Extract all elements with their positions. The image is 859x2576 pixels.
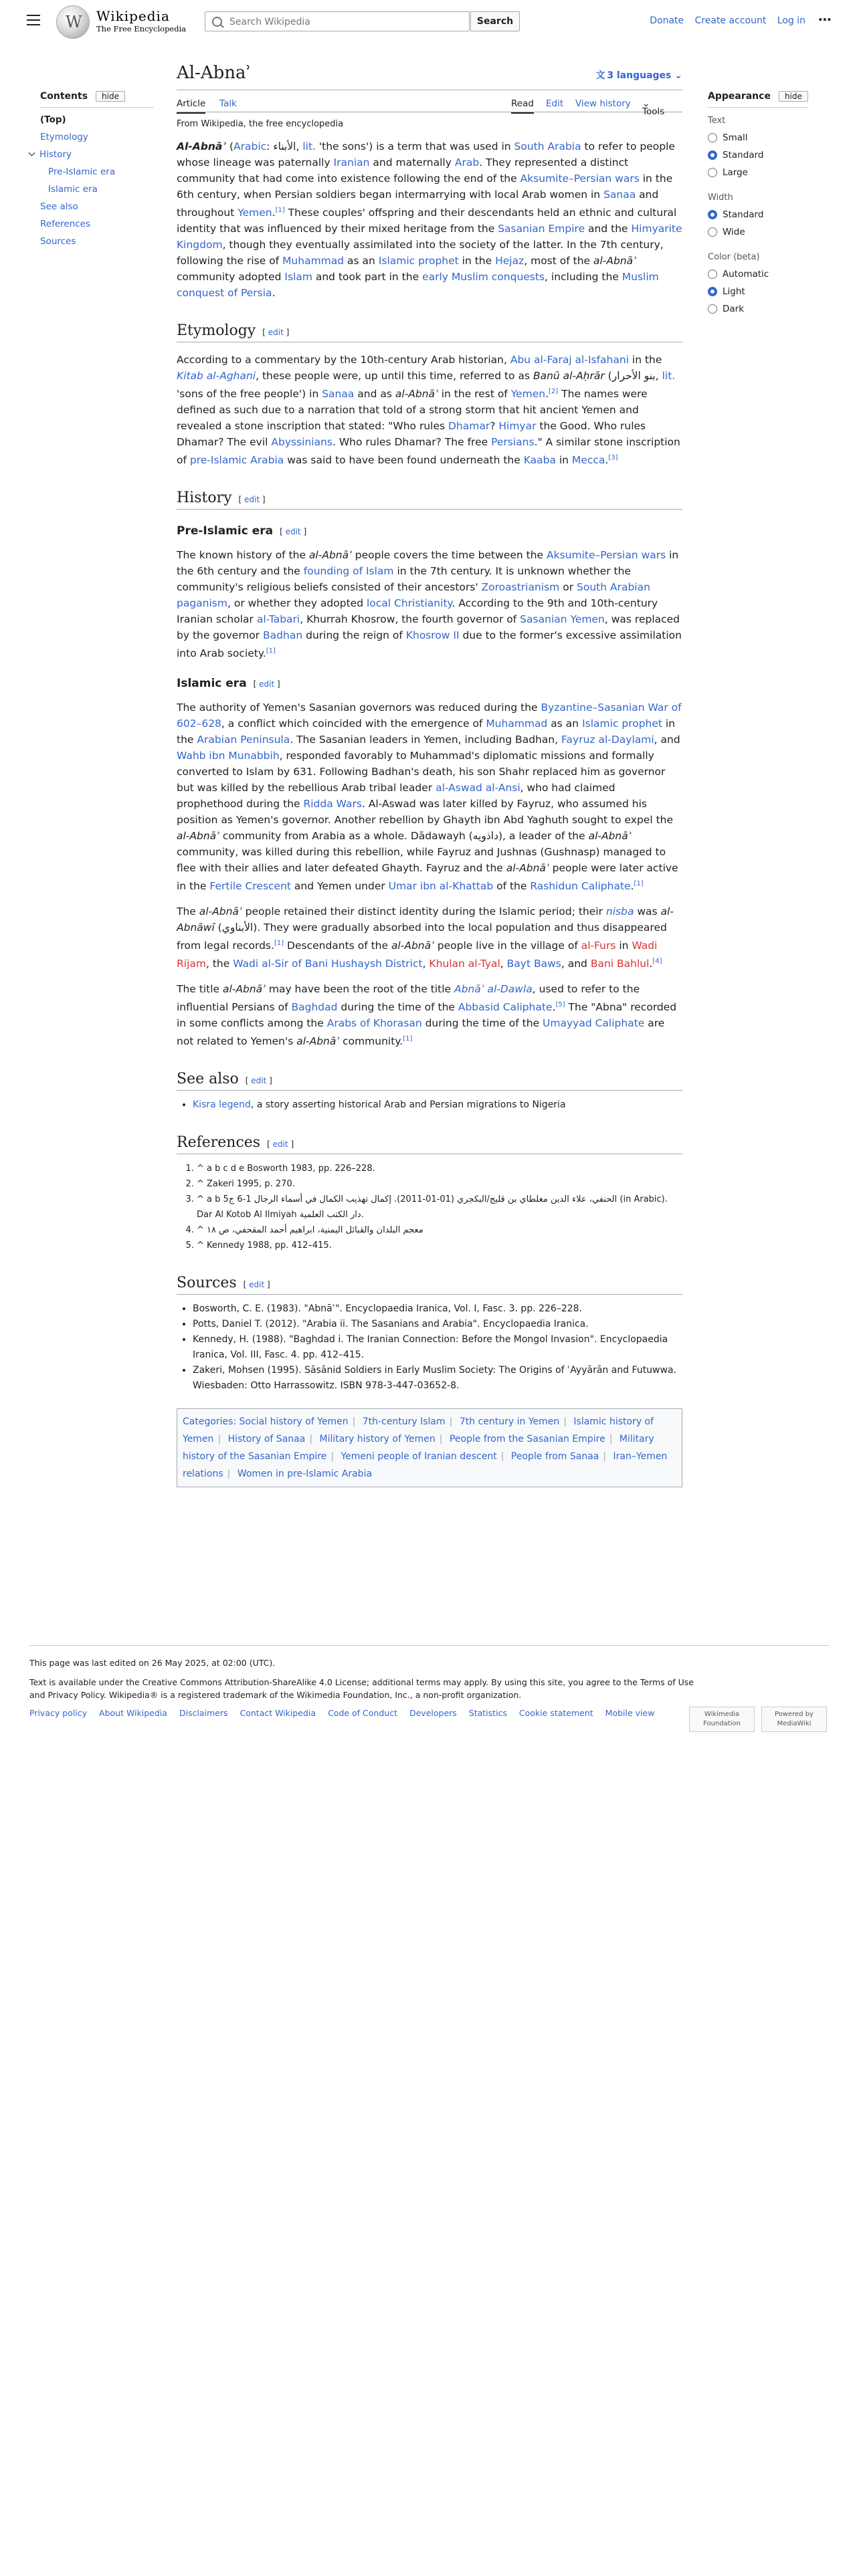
- edit-section-link[interactable]: edit: [259, 679, 275, 689]
- appearance-panel: [708, 91, 808, 314]
- text-size-large[interactable]: Large: [708, 167, 808, 178]
- radio-icon[interactable]: [708, 227, 717, 237]
- section-heading-islamic: Islamic era [ edit ]: [177, 676, 280, 690]
- category-link[interactable]: People from the Sasanian Empire: [449, 1434, 605, 1445]
- category-link[interactable]: 7th century in Yemen: [459, 1416, 560, 1428]
- edit-section-link[interactable]: edit: [244, 495, 260, 505]
- section-heading-sources: Sources [ edit ]: [177, 1275, 682, 1295]
- edit-section-link[interactable]: edit: [285, 527, 301, 537]
- categories-box: Categories: Social history of Yemen | 7th-century Islam | 7th century in Yemen | Islamic history of Yemen | History of Sanaa | Military history of Yemen | People from the Sasanian Empire | Military history of the Sasanian Empire | Yemeni people of Iranian descent | People from Sanaa | Iran–Yemen relations | Women in pre-Islamic Arabia: [177, 1408, 682, 1487]
- radio-icon[interactable]: [708, 304, 717, 314]
- footer-link[interactable]: Disclaimers: [179, 1708, 228, 1718]
- color-automatic[interactable]: Automatic: [708, 269, 808, 280]
- category-link[interactable]: Islamic history of Yemen: [183, 1416, 654, 1445]
- search-icon: [212, 17, 222, 27]
- source-item: • Potts, Daniel T. (2012). "Arabia ii. The Sasanians and Arabia". Encyclopaedia Iranica.: [193, 1317, 682, 1332]
- tab-edit[interactable]: Edit: [546, 98, 564, 109]
- radio-icon[interactable]: [708, 168, 717, 177]
- toc-item-history[interactable]: History: [40, 149, 154, 160]
- source-item: • Bosworth, C. E. (1983). "Abnāʾ". Encyclopaedia Iranica, Vol. I, Fasc. 3. pp. 226–228.: [193, 1301, 682, 1317]
- license-text: Text is available under the Creative Commons Attribution-ShareAlike 4.0 License; additional terms may apply. By using this site, you agree to the Terms of Use and Privacy Policy. Wikipedia® is a registered trademark of the Wikimedia Foundation, Inc., a non-profit organization.: [29, 1677, 694, 1700]
- source-item: • Kennedy, H. (1988). "Baghdad i. The Iranian Connection: Before the Mongol Invasion". Encyclopaedia Iranica, Vol. III, Fasc. 4. pp. 412–415.: [193, 1332, 682, 1363]
- toc-item-top[interactable]: (Top): [40, 114, 66, 125]
- section-heading-references: References [ edit ]: [177, 1134, 682, 1154]
- appearance-heading: Appearance hide: [708, 91, 808, 108]
- chevron-down-icon[interactable]: [29, 150, 35, 156]
- category-link[interactable]: History of Sanaa: [227, 1434, 306, 1445]
- personal-tools: [642, 15, 805, 26]
- tab-talk[interactable]: Talk: [219, 98, 237, 109]
- category-link[interactable]: Military history of Yemen: [319, 1434, 436, 1445]
- radio-icon[interactable]: [708, 270, 717, 279]
- reference-item[interactable]: 5. ^ Kennedy 1988, pp. 412–415.: [197, 1238, 682, 1253]
- article-content: [177, 63, 682, 1487]
- tab-view-history[interactable]: View history: [575, 98, 631, 109]
- translate-icon: 文: [595, 70, 607, 81]
- footer-link[interactable]: Developers: [409, 1708, 457, 1718]
- footer-link[interactable]: Mobile view: [605, 1708, 655, 1718]
- radio-selected-icon[interactable]: [708, 210, 717, 219]
- reference-item[interactable]: 3. ^ a b الحنفي، علاء الدين مغلطاي بن قليج/البكجري (01-01-2011). إكمال تهذيب الكمال في أسماء الرجال 1-6 ج5 (in Arabic). Dar Al Kotob Al Ilmiyah دار الكتب العلمية.: [197, 1192, 682, 1222]
- reference-item[interactable]: 1. ^ a b c d e Bosworth 1983, pp. 226–228.: [197, 1161, 682, 1176]
- source-item: • Zakeri, Mohsen (1995). Sāsānid Soldiers in Early Muslim Society: The Origins of ʿAyyārān and Futuwwa. Wiesbaden: Otto Harrassowitz. ISBN 978-3-447-03652-8.: [193, 1363, 682, 1394]
- search-button[interactable]: Search: [470, 11, 520, 31]
- section-heading-history: History [ edit ]: [177, 490, 682, 510]
- footer-link[interactable]: Privacy policy: [29, 1708, 88, 1718]
- site-subtitle: From Wikipedia, the free encyclopedia: [177, 119, 344, 129]
- toc-item-see-also[interactable]: See also: [40, 201, 78, 212]
- category-link[interactable]: Yemeni people of Iranian descent: [341, 1451, 497, 1463]
- tools-menu[interactable]: Tools ⌄: [642, 98, 665, 117]
- category-link[interactable]: Women in pre-Islamic Arabia: [237, 1469, 373, 1480]
- text-size-small[interactable]: Small: [708, 132, 808, 143]
- width-standard[interactable]: Standard: [708, 209, 808, 220]
- page-title: Al-Abnaʾ: [177, 63, 252, 83]
- search-input[interactable]: [205, 11, 470, 31]
- footer-link[interactable]: Contact Wikipedia: [240, 1708, 316, 1718]
- last-edited: This page was last edited on 26 May 2025, at 02:00 (UTC).: [29, 1658, 276, 1668]
- text-size-label: Text: [708, 116, 726, 126]
- main-menu-icon[interactable]: [27, 15, 40, 25]
- page-tabs: [177, 90, 682, 117]
- category-link[interactable]: Military history of the Sasanian Empire: [183, 1434, 654, 1463]
- edit-section-link[interactable]: edit: [251, 1076, 267, 1086]
- toc-item-sources[interactable]: Sources: [40, 236, 76, 247]
- donate-link[interactable]: Donate: [650, 15, 684, 26]
- islamic-paragraph-3: The title al-Abnāʾ may have been the root of the title Abnāʾ al-Dawla, used to refer to the influential Persians of Baghdad during the time of the Abbasid Caliphate.[5] The "Abna" recorded in some conflicts among the Arabs of Khorasan during the time of the Umayyad Caliphate are not related to Yemen's al-Abnāʾ community.[1]: [177, 983, 677, 1048]
- wikipedia-logo-icon[interactable]: [56, 5, 90, 39]
- lead-paragraph: Al-Abnāʾ (Arabic: الأبناء, lit. 'the sons') is a term that was used in South Arabia to refer to people whose lineage was paternally Iranian and maternally Arab. They represented a distinct community that had come into existence following the end of the Aksumite–Persian wars in the 6th century, when Persian soldiers began intermarrying with local Arab women in Sanaa and throughout Yemen.[1] These couples' offspring and their descendants held an ethnic and cultural identity that was influenced by their mixed heritage from the Sasanian Empire and the Himyarite Kingdom, though they eventually assimilated into the society of the latter. In the 7th century, following the rise of Muhammad as an Islamic prophet in the Hejaz, most of the al-Abnāʾ community adopted Islam and took part in the early Muslim conquests, including the Muslim conquest of Persia.: [177, 140, 682, 300]
- toc-item-references[interactable]: References: [40, 219, 91, 229]
- categories-label[interactable]: Categories:: [183, 1416, 237, 1428]
- sources-list: [177, 1301, 682, 1394]
- category-link[interactable]: People from Sanaa: [510, 1451, 599, 1463]
- tagline: The Free Encyclopedia: [96, 24, 187, 33]
- radio-selected-icon[interactable]: [708, 150, 717, 160]
- radio-selected-icon[interactable]: [708, 287, 717, 296]
- footer-link[interactable]: Cookie statement: [518, 1708, 593, 1718]
- color-label: Color (beta): [708, 252, 760, 262]
- see-also-list: [177, 1097, 682, 1113]
- toc-item-pre-islamic[interactable]: Pre-Islamic era: [48, 167, 116, 177]
- search-placeholder: Search Wikipedia: [229, 17, 310, 27]
- edit-section-link[interactable]: edit: [268, 328, 284, 338]
- width-wide[interactable]: Wide: [708, 227, 808, 237]
- edit-section-link[interactable]: edit: [249, 1280, 265, 1290]
- wordmark[interactable]: Wikipedia: [96, 8, 170, 24]
- radio-icon[interactable]: [708, 133, 717, 142]
- width-label: Width: [708, 193, 733, 203]
- table-of-contents: [40, 91, 154, 247]
- list-item: • Kisra legend, a story asserting historical Arab and Persian migrations to Nigeria: [193, 1097, 682, 1113]
- section-heading-etymology: Etymology [ edit ]: [177, 322, 682, 342]
- title-bar: [177, 63, 682, 90]
- color-light[interactable]: Light: [708, 286, 808, 297]
- see-also-link[interactable]: Kisra legend: [193, 1099, 251, 1111]
- category-link[interactable]: Social history of Yemen: [239, 1416, 349, 1428]
- tab-read[interactable]: Read: [511, 98, 534, 114]
- category-link[interactable]: 7th-century Islam: [362, 1416, 446, 1428]
- reference-item[interactable]: 2. ^ Zakeri 1995, p. 270.: [197, 1176, 682, 1192]
- toc-item-islamic[interactable]: Islamic era: [48, 184, 98, 195]
- tab-article[interactable]: Article: [177, 98, 205, 114]
- islamic-paragraph-2: The al-Abnāʾ people retained their distinct identity during the Islamic period; their nisba was al-Abnāwī (الأبناوي). They were gradually absorbed into the local population and thus disappeared from legal records.[1] Descendants of the al-Abnāʾ people live in the village of al-Furs in Wadi Rijam, the Wadi al-Sir of Bani Hushaysh District, Khulan al-Tyal, Bayt Baws, and Bani Bahlul.[4]: [177, 905, 674, 970]
- create-account-link[interactable]: Create account: [694, 15, 767, 26]
- toc-hide-button[interactable]: hide: [96, 91, 125, 102]
- pre-islamic-paragraph: The known history of the al-Abnāʾ people covers the time between the Aksumite–Persian wars in the 6th century and the founding of Islam in the 7th century. It is unknown whether the community's religious beliefs consisted of their ancestors' Zoroastrianism or South Arabian paganism, or whether they adopted local Christianity. According to the 9th and 10th-century Iranian scholar al-Tabari, Khurrah Khosrow, the fourth governor of Sasanian Yemen, was replaced by the governor Badhan during the reign of Khosrow II due to the former's excessive assimilation into Arab society.[1]: [177, 549, 682, 660]
- language-selector[interactable]: 文 3 languages ⌄: [595, 70, 682, 81]
- islamic-paragraph-1: The authority of Yemen's Sasanian governors was reduced during the Byzantine–Sasanian War of 602–628, a conflict which coincided with the emergence of Muhammad as an Islamic prophet in the Arabian Peninsula. The Sasanian leaders in Yemen, including Badhan, Fayruz al-Daylami, and Wahb ibn Munabbih, responded favorably to Muhammad's diplomatic missions and formally converted to Islam by 631. Following Badhan's death, his son Shahr replaced him as governor but was killed by the rebellious Arab tribal leader al-Aswad al-Ansi, who had claimed prophethood during the Ridda Wars. Al-Aswad was later killed by Fayruz, who assumed his position as Yemen's governor. Another rebellion by Ghayth ibn Abd Yaghuth sought to expel the al-Abnāʾ community from Arabia as a whole. Dādawayh (داذويه), a leader of the al-Abnāʾ community, was killed during this rebellion, while Fayruz and Jushnas (Gushnasp) managed to flee with their allies and later defeated Ghayth. Fayruz and the al-Abnāʾ people were later active in the Fertile Crescent and Yemen under Umar ibn al-Khattab of the Rashidun Caliphate.[1]: [177, 701, 682, 892]
- toc-heading: Contents hide: [40, 91, 154, 102]
- reference-item[interactable]: 4. ^ معجم البلدان والقبائل اليمنية، ابراهيم أحمد المقحفي، ص ١٨: [197, 1222, 682, 1238]
- edit-section-link[interactable]: edit: [272, 1140, 288, 1150]
- site-header: [0, 0, 859, 43]
- more-options-icon[interactable]: ⋯: [818, 11, 832, 27]
- section-heading-see-also: See also [ edit ]: [177, 1071, 682, 1091]
- etymology-paragraph: According to a commentary by the 10th-century Arab historian, Abu al-Faraj al-Isfahani in the Kitab al-Aghani, these people were, up until this time, referred to as Banū al-Aḥrār (بنو الأحرار, lit. 'sons of the free people') in Sanaa and as al-Abnāʾ in the rest of Yemen.[2] The names were defined as such due to a narration that told of a strong storm that hit ancient Yemen and revealed a stone inscription that stated: "Who rules Dhamar? Himyar the Good. Who rules Dhamar? The evil Abyssinians. Who rules Dhamar? The free Persians." A similar stone inscription of pre-Islamic Arabia was said to have been found underneath the Kaaba in Mecca.[3]: [177, 354, 680, 467]
- category-link[interactable]: Iran–Yemen relations: [183, 1451, 668, 1480]
- footer-link[interactable]: Code of Conduct: [328, 1708, 397, 1718]
- toc-item-etymology[interactable]: Etymology: [40, 132, 88, 142]
- text-size-standard[interactable]: Standard: [708, 150, 808, 160]
- footer-link[interactable]: Statistics: [468, 1708, 507, 1718]
- appearance-hide-button[interactable]: hide: [779, 91, 808, 102]
- references-list: [177, 1161, 682, 1253]
- section-heading-pre-islamic: Pre-Islamic era [ edit ]: [177, 524, 307, 538]
- mediawiki-badge[interactable]: Powered by MediaWiki: [761, 1707, 827, 1732]
- color-dark[interactable]: Dark: [708, 304, 808, 314]
- footer-link[interactable]: About Wikipedia: [99, 1708, 167, 1718]
- login-link[interactable]: Log in: [777, 15, 805, 26]
- wikimedia-badge[interactable]: Wikimedia Foundation: [689, 1707, 755, 1732]
